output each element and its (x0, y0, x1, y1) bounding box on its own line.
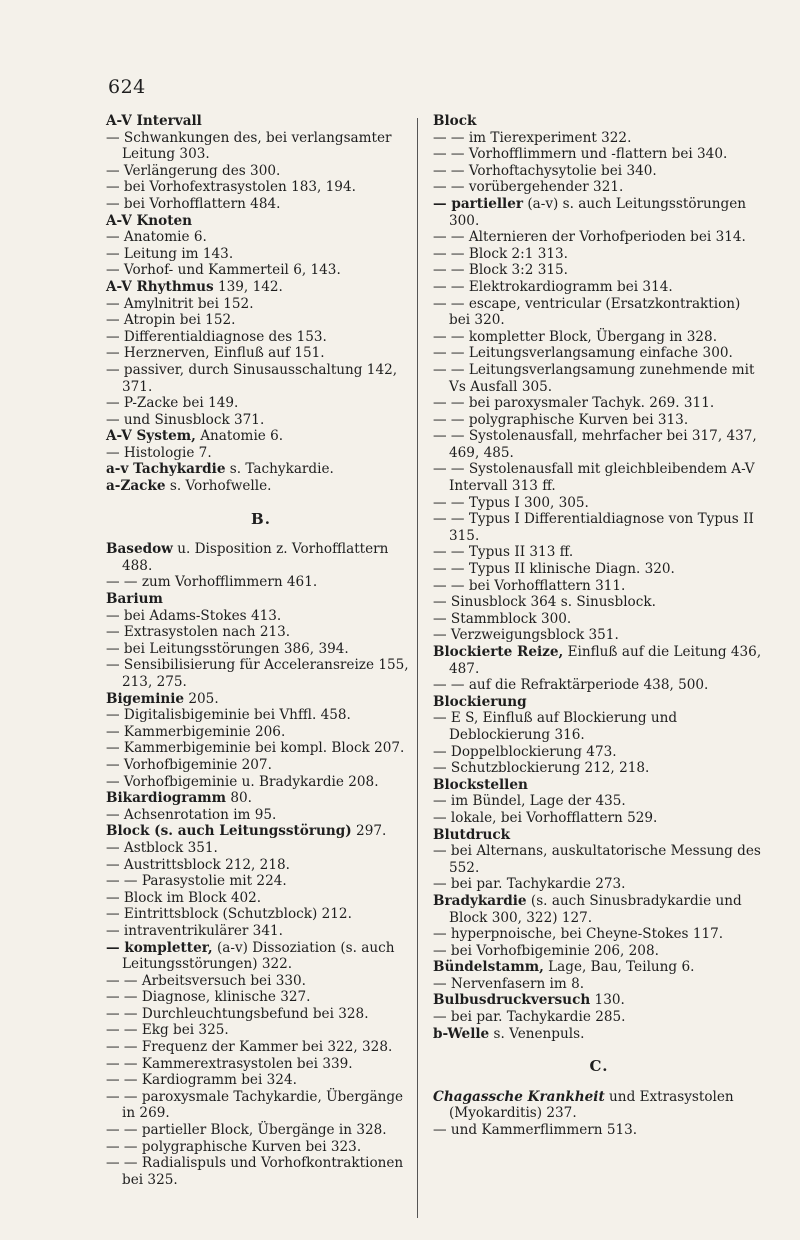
index-text: — im Bündel, Lage der 435. (433, 793, 626, 810)
index-text: s. Vorhofwelle. (165, 478, 272, 495)
index-headword: — kompletter, (106, 939, 213, 956)
index-text: — — Kardiogramm bei 324. (106, 1072, 297, 1089)
index-text: — und Sinusblock 371. (106, 411, 265, 428)
index-text: Einfluß auf die Leitung 436, 487. (449, 644, 762, 677)
index-text: — — vorübergehender 321. (433, 179, 624, 196)
index-entry (106, 179, 416, 196)
index-entry (433, 611, 765, 628)
index-text: — E S, Einfluß auf Blockierung und Deblockierung 316. (433, 710, 678, 743)
index-text: — — Systolenausfall mit gleichbleibendem A-V Intervall 313 ff. (433, 461, 755, 495)
index-entry (433, 362, 765, 395)
index-text: — — auf die Refraktärperiode 438, 500. (433, 677, 709, 694)
index-text: s. Tachykardie. (225, 461, 334, 478)
index-text: — — Typus I Differentialdiagnose von Typus II 315. (433, 511, 754, 544)
index-entry (433, 810, 765, 827)
index-text: — bei par. Tachykardie 273. (433, 876, 626, 893)
index-text: — P-Zacke bei 149. (106, 395, 239, 412)
index-text: — hyperpnoische, bei Cheyne-Stokes 117. (433, 926, 724, 943)
page-number: 624 (108, 76, 146, 98)
index-entry (433, 677, 765, 694)
index-text: s. Venenpuls. (489, 1025, 585, 1042)
index-entry (433, 943, 765, 960)
index-text: — Anatomie 6. (106, 229, 207, 246)
index-entry (106, 279, 416, 296)
index-text: — bei par. Tachykardie 285. (433, 1009, 626, 1026)
index-entry (106, 757, 416, 774)
index-text: (a-v) s. auch Leitungsstörungen 300. (449, 195, 747, 229)
index-text: — Kammerbigeminie bei kompl. Block 207. (106, 740, 405, 757)
index-entry (433, 827, 765, 844)
index-entry (106, 1155, 416, 1188)
index-entry (106, 707, 416, 724)
index-entry (106, 262, 416, 279)
index-text: — — Typus II klinische Diagn. 320. (433, 561, 675, 578)
index-entry (106, 857, 416, 874)
index-entry (106, 906, 416, 923)
index-text: — bei Leitungsstörungen 386, 394. (106, 640, 349, 657)
index-entry (433, 760, 765, 777)
index-text: — — im Tierexperiment 322. (433, 129, 632, 146)
index-headword: Block (s. auch Leitungsstörung) (106, 823, 352, 840)
index-text: — Verlängerung des 300. (106, 162, 281, 179)
index-entry (433, 893, 765, 926)
index-entry (106, 1039, 416, 1056)
index-text: — — zum Vorhofflimmern 461. (106, 574, 318, 591)
column-divider (417, 118, 418, 1218)
index-text: — — Vorhoftachysytolie bei 340. (433, 162, 657, 179)
index-text: — bei Vorhofflattern 484. (106, 195, 281, 212)
index-headword: b-Welle (433, 1025, 490, 1042)
index-entry (106, 428, 416, 445)
index-entry (106, 940, 416, 973)
index-entry (433, 163, 765, 180)
index-text: — — Parasystolie mit 224. (106, 873, 287, 890)
index-text: — Verzweigungsblock 351. (433, 627, 619, 644)
index-entry (106, 1022, 416, 1039)
index-entry (433, 627, 765, 644)
index-text: — — polygraphische Kurven bei 323. (106, 1138, 362, 1155)
index-entry (433, 976, 765, 993)
index-entry (433, 329, 765, 346)
index-entry (433, 461, 765, 494)
index-text: Lage, Bau, Teilung 6. (543, 959, 695, 976)
index-text: — — bei paroxysmaler Tachyk. 269. 311. (433, 395, 715, 412)
index-column-left (106, 113, 416, 1188)
index-text: — lokale, bei Vorhofflattern 529. (433, 809, 658, 826)
index-entry (106, 691, 416, 708)
index-headword: Bündelstamm, (433, 959, 544, 976)
index-text: — — escape, ventricular (Ersatzkontraktion) bei 320. (433, 295, 741, 329)
index-text: — — Diagnose, klinische 327. (106, 989, 311, 1006)
index-text: — bei Adams-Stokes 413. (106, 607, 282, 624)
index-entry (433, 1089, 765, 1122)
index-entry (106, 724, 416, 741)
index-text: — — polygraphische Kurven bei 313. (433, 411, 689, 428)
index-text: — bei Vorhofextrasystolen 183, 194. (106, 179, 356, 196)
index-text: — — Block 2:1 313. (433, 245, 568, 262)
index-text: 80. (226, 790, 252, 807)
index-text: — intraventrikulärer 341. (106, 922, 283, 939)
index-text: — — paroxysmale Tachykardie, Übergänge in 269. (106, 1088, 404, 1122)
index-entry (433, 561, 765, 578)
index-text: (a-v) Dissoziation (s. auch Leitungsstörungen) 322. (122, 939, 395, 973)
index-text: — Atropin bei 152. (106, 312, 236, 329)
index-entry (433, 229, 765, 246)
index-text: — Leitung im 143. (106, 245, 234, 262)
index-entry (106, 541, 416, 574)
index-entry (433, 694, 765, 711)
index-text: — Schutzblockierung 212, 218. (433, 760, 650, 777)
index-entry (106, 113, 416, 130)
index-text: 130. (590, 992, 625, 1009)
index-text: — Doppelblockierung 473. (433, 743, 617, 760)
index-entry (433, 992, 765, 1009)
index-entry (106, 823, 416, 840)
index-entry (433, 594, 765, 611)
index-entry (433, 345, 765, 362)
index-entry (106, 807, 416, 824)
index-entry (433, 926, 765, 943)
index-text: — Stammblock 300. (433, 610, 572, 627)
index-text: — Sensibilisierung für Acceleransreize 155, 213, 275. (106, 657, 409, 690)
index-headword: Bikardiogramm (106, 790, 227, 807)
index-text: — Vorhofbigeminie 207. (106, 756, 272, 773)
index-text: u. Disposition z. Vorhofflattern 488. (122, 541, 389, 574)
index-entry (106, 923, 416, 940)
index-entry (106, 1089, 416, 1122)
index-entry (433, 544, 765, 561)
index-entry (433, 428, 765, 461)
index-entry (433, 296, 765, 329)
index-text: — bei Vorhofbigeminie 206, 208. (433, 942, 659, 959)
index-text: (s. auch Sinusbradykardie und Block 300, 322) 127. (449, 892, 742, 926)
index-entry (433, 179, 765, 196)
index-column-right (433, 113, 765, 1139)
index-entry (106, 329, 416, 346)
index-entry (433, 710, 765, 743)
index-headword: Block (433, 113, 477, 129)
index-entry (106, 840, 416, 857)
index-text: — Herznerven, Einfluß auf 151. (106, 345, 325, 362)
index-text: — Nervenfasern im 8. (433, 975, 585, 992)
index-entry (106, 163, 416, 180)
index-entry (433, 793, 765, 810)
index-text: — Amylnitrit bei 152. (106, 295, 254, 312)
index-entry (106, 873, 416, 890)
index-text: — — Vorhofflimmern und -flattern bei 340. (433, 146, 728, 163)
index-text: — — Block 3:2 315. (433, 262, 568, 279)
index-text: — — partieller Block, Übergänge in 328. (106, 1122, 387, 1139)
index-text: — Vorhofbigeminie u. Bradykardie 208. (106, 773, 379, 790)
index-entry (433, 412, 765, 429)
index-text: — Block im Block 402. (106, 889, 262, 906)
index-entry (106, 312, 416, 329)
index-headword: Blockierung (433, 693, 527, 710)
index-entry (433, 744, 765, 761)
section-letter: B. (251, 509, 271, 528)
index-text: — — Systolenausfall, mehrfacher bei 317, 437, 469, 485. (433, 428, 757, 461)
index-text: — — Typus I 300, 305. (433, 494, 589, 511)
index-entry (433, 1009, 765, 1026)
index-entry (433, 113, 765, 130)
index-entry (433, 511, 765, 544)
index-entry (106, 130, 416, 163)
index-headword: — partieller (433, 195, 524, 212)
index-entry (106, 1006, 416, 1023)
index-entry (106, 213, 416, 230)
index-text: — Eintrittsblock (Schutzblock) 212. (106, 906, 352, 923)
index-entry (106, 1139, 416, 1156)
index-entry (106, 246, 416, 263)
index-headword: Bigeminie (106, 690, 185, 707)
index-entry (106, 989, 416, 1006)
index-entry (106, 395, 416, 412)
index-text: — — Kammerextrasystolen bei 339. (106, 1055, 353, 1072)
index-entry (106, 774, 416, 791)
index-entry (433, 146, 765, 163)
index-text: — — Typus II 313 ff. (433, 544, 574, 561)
index-entry (106, 1072, 416, 1089)
index-text: — Vorhof- und Kammerteil 6, 143. (106, 262, 341, 279)
index-entry (433, 644, 765, 677)
index-entry (106, 461, 416, 478)
index-text: — Achsenrotation im 95. (106, 806, 277, 823)
index-text: — passiver, durch Sinusausschaltung 142, 371. (106, 361, 398, 395)
index-entry (106, 624, 416, 641)
index-text: — und Kammerflimmern 513. (433, 1122, 638, 1139)
index-headword: A-V System, (106, 428, 196, 445)
index-entry (433, 196, 765, 229)
index-entry (106, 657, 416, 690)
index-entry (106, 196, 416, 213)
index-entry (106, 362, 416, 395)
index-entry (106, 445, 416, 462)
index-entry (433, 1122, 765, 1139)
index-headword: A-V Rhythmus (106, 278, 214, 295)
index-entry (106, 790, 416, 807)
index-headword: A-V Intervall (106, 113, 202, 129)
index-text: — — kompletter Block, Übergang in 328. (433, 328, 718, 345)
index-text: — — Ekg bei 325. (106, 1022, 229, 1039)
index-entry (433, 777, 765, 794)
index-headword: Barium (106, 591, 163, 608)
index-text: — — Frequenz der Kammer bei 322, 328. (106, 1039, 393, 1056)
index-entry (433, 130, 765, 147)
index-headword: Blutdruck (433, 826, 511, 843)
index-text: — Austrittsblock 212, 218. (106, 856, 290, 873)
index-text: — bei Alternans, auskultatorische Messung des 552. (433, 843, 761, 876)
index-text: 297. (351, 823, 387, 840)
index-entry (106, 740, 416, 757)
index-headword: Bradykardie (433, 892, 527, 909)
index-entry (106, 412, 416, 429)
index-entry (433, 843, 765, 876)
index-headword: Blockstellen (433, 776, 528, 793)
index-text: — Extrasystolen nach 213. (106, 624, 291, 641)
index-entry (433, 876, 765, 893)
index-entry (433, 578, 765, 595)
index-text: 139, 142. (213, 278, 283, 295)
index-text: — Astblock 351. (106, 839, 218, 856)
index-headword: Basedow (106, 541, 173, 558)
index-text: — Schwankungen des, bei verlangsamter Leitung 303. (106, 129, 392, 163)
index-entry (106, 641, 416, 658)
index-entry (106, 591, 416, 608)
section-letter: C. (589, 1057, 609, 1076)
index-text: — Differentialdiagnose des 153. (106, 328, 327, 345)
index-entry (106, 478, 416, 495)
index-text: — — Radialispuls und Vorhofkontraktionen bei 325. (106, 1155, 404, 1188)
index-text: — — bei Vorhofflattern 311. (433, 577, 626, 594)
index-entry (433, 495, 765, 512)
index-entry (106, 345, 416, 362)
index-entry (433, 279, 765, 296)
index-text: und Extrasystolen (Myokarditis) 237. (449, 1088, 734, 1122)
index-entry (433, 246, 765, 263)
index-text: — Digitalisbigeminie bei Vhffl. 458. (106, 707, 351, 724)
index-headword: a-Zacke (106, 478, 166, 495)
index-entry (106, 229, 416, 246)
index-text: — — Alternieren der Vorhofperioden bei 314. (433, 229, 746, 246)
index-text: — Sinusblock 364 s. Sinusblock. (433, 594, 656, 611)
index-entry (106, 973, 416, 990)
index-text: — — Elektrokardiogramm bei 314. (433, 278, 673, 295)
index-entry (433, 959, 765, 976)
index-headword: Bulbusdruckversuch (433, 992, 591, 1009)
index-text: — Kammerbigeminie 206. (106, 723, 286, 740)
index-headword: Blockierte Reize, (433, 644, 564, 660)
index-text: Anatomie 6. (195, 428, 284, 445)
index-text: — — Leitungsverlangsamung zunehmende mit Vs Ausfall 305. (433, 361, 755, 395)
index-headword: a-v Tachykardie (106, 461, 226, 478)
index-text: — — Arbeitsversuch bei 330. (106, 972, 307, 989)
index-entry (106, 1122, 416, 1139)
index-entry (433, 262, 765, 279)
index-headword: Chagassche Krankheit (433, 1088, 605, 1105)
index-text: 205. (184, 690, 219, 707)
index-entry (433, 1026, 765, 1043)
index-entry (106, 608, 416, 625)
index-text: — — Durchleuchtungsbefund bei 328. (106, 1005, 369, 1022)
index-text: — Histologie 7. (106, 444, 212, 461)
index-entry (106, 890, 416, 907)
index-headword: A-V Knoten (106, 212, 193, 229)
index-entry (106, 1056, 416, 1073)
index-entry (106, 296, 416, 313)
index-entry (433, 395, 765, 412)
index-entry (106, 574, 416, 591)
index-text: — — Leitungsverlangsamung einfache 300. (433, 345, 733, 362)
